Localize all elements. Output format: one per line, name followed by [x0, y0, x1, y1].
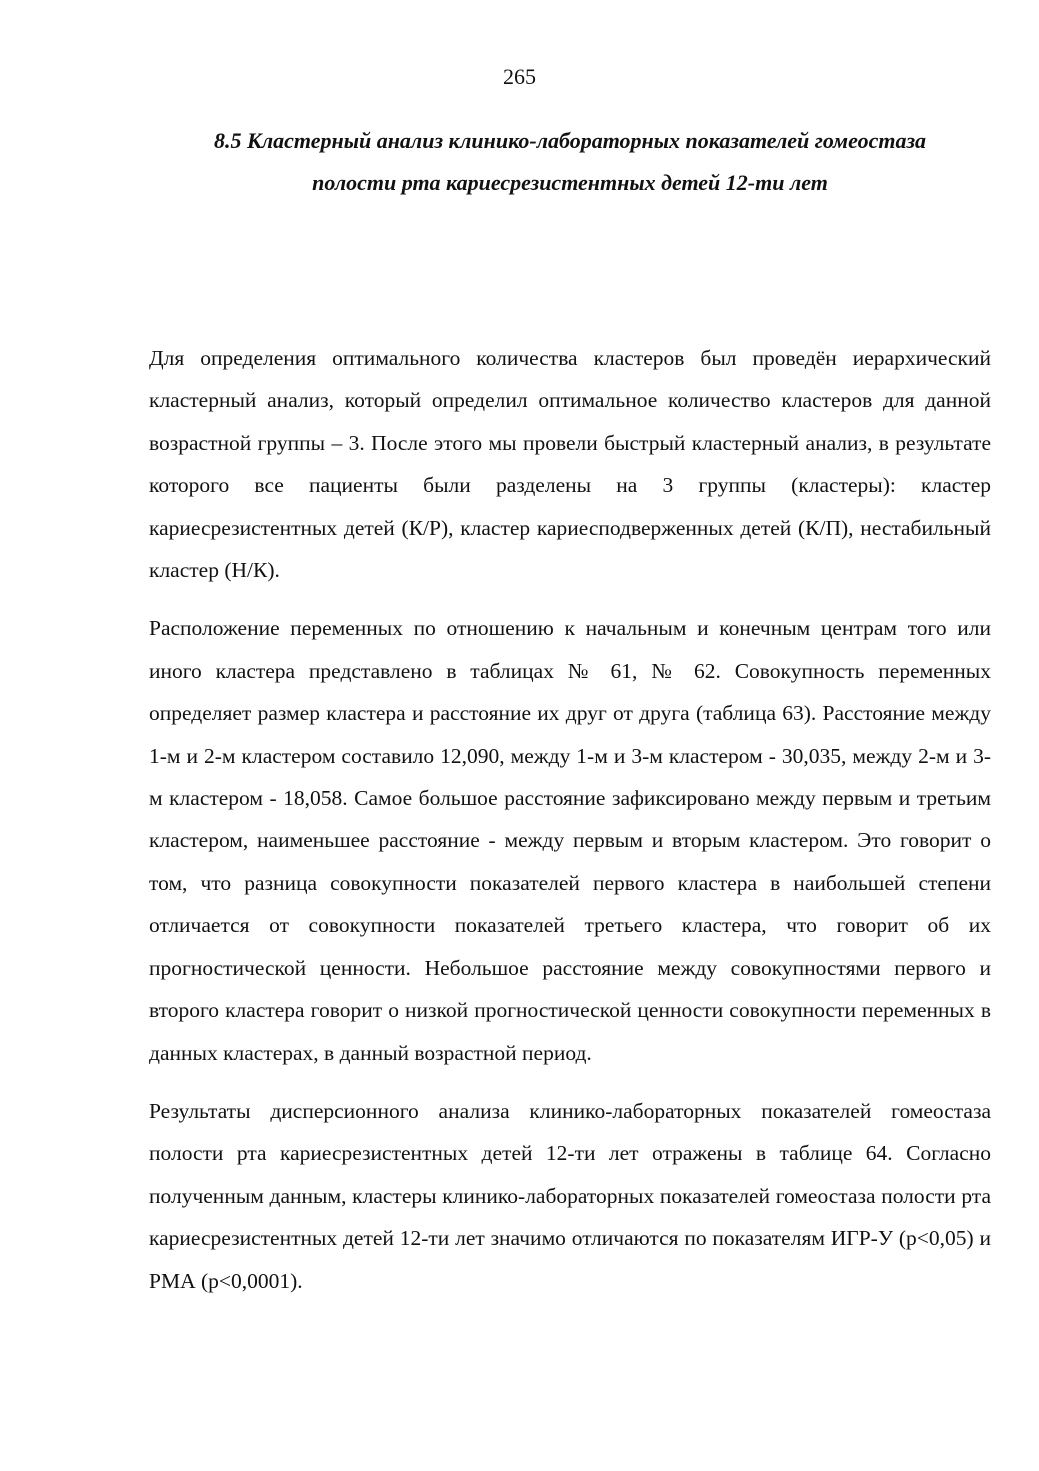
paragraph-variance-results: Результаты дисперсионного анализа клинико-лабораторных показателей гомеостаза полости рта кариесрезистентных детей 12-ти лет отражены в таблице 64. Согласно полученным данным, кластеры клинико-лабораторных показателей гомеостаза полости рта кариесрезистентных детей 12-ти лет значимо отличаются по показателям ИГР-У (р<0,05) и РМА (р<0,0001).	[149, 1098, 991, 1293]
section-heading-line-1: 8.5 Кластерный анализ клинико-лабораторных показателей гомеостаза	[213, 128, 927, 153]
paragraph-cluster-distances: Расположение переменных по отношению к начальным и конечным центрам того или иного кластера представлено в таблицах № 61, № 62. Совокупность переменных определяет размер кластера и расстояние их друг от друга (таблица 63). Расстояние между 1-м и 2-м кластером составило 12,090, между 1-м и 3-м кластером - 30,035, между 2-м и 3-м кластером - 18,058. Самое большое расстояние зафиксировано между первым и третьим кластером, наименьшее расстояние - между первым и вторым кластером. Это говорит о том, что разница совокупности показателей первого кластера в наибольшей степени отличается от совокупности показателей третьего кластера, что говорит об их прогностической ценности. Небольшое расстояние между совокупностями первого и второго кластера говорит о низкой прогностической ценности совокупности переменных в данных кластерах, в данный возрастной период.	[149, 616, 991, 1065]
page-number: 265	[503, 64, 536, 89]
paragraph-cluster-method: Для определения оптимального количества кластеров был проведён иерархический кластерный анализ, который определил оптимальное количество кластеров для данной возрастной группы – 3. После этого мы провели быстрый кластерный анализ, в результате которого все пациенты были разделены на 3 группы (кластеры): кластер кариесрезистентных детей (К/Р), кластер кариесподверженных детей (К/П), нестабильный кластер (Н/К).	[149, 346, 991, 583]
section-heading-line-2: полости рта кариесрезистентных детей 12-ти лет	[312, 170, 828, 195]
body-text	[149, 337, 991, 1302]
section-heading	[150, 120, 990, 204]
